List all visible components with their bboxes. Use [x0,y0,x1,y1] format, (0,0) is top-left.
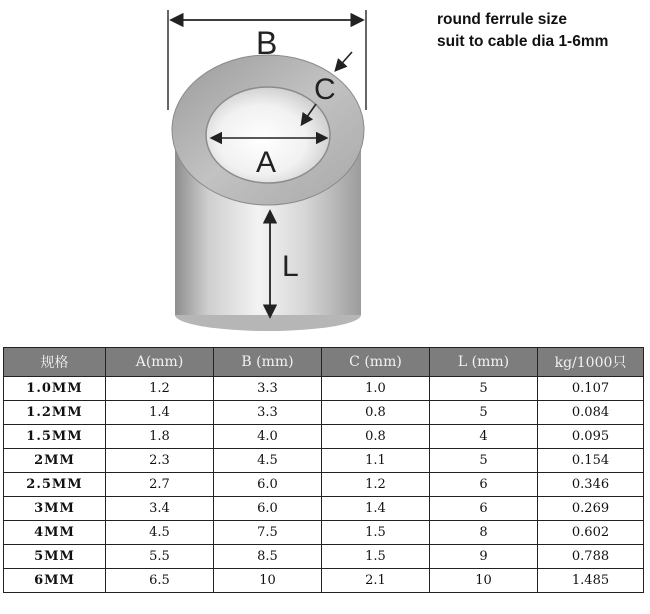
cell-spec: 1.2MM [4,401,106,425]
dimension-c-arrow-outer [336,52,352,70]
header-a: A(mm) [106,348,214,377]
table-row [4,377,644,401]
dimension-a-label: A [256,146,277,179]
cell-b: 6.0 [214,473,322,497]
cell-c: 1.0 [322,377,430,401]
cell-weight: 0.095 [538,425,644,449]
cell-a: 6.5 [106,569,214,593]
cell-l: 8 [430,521,538,545]
cell-a: 5.5 [106,545,214,569]
cell-spec: 5MM [4,545,106,569]
cell-c: 1.2 [322,473,430,497]
cell-c: 0.8 [322,425,430,449]
cell-spec: 1.0MM [4,377,106,401]
dimension-l-label: L [282,250,299,283]
table-row [4,569,644,593]
caption-line-1: round ferrule size [437,11,568,28]
cell-spec: 1.5MM [4,425,106,449]
table-row [4,449,644,473]
cell-l: 9 [430,545,538,569]
cell-weight: 0.602 [538,521,644,545]
cell-c: 1.4 [322,497,430,521]
header-spec: 规格 [4,348,106,377]
header-c: C (mm) [322,348,430,377]
cell-a: 1.4 [106,401,214,425]
cell-a: 1.2 [106,377,214,401]
cell-weight: 0.107 [538,377,644,401]
cell-a: 2.3 [106,449,214,473]
cell-c: 1.5 [322,545,430,569]
product-caption [437,9,608,53]
dimension-c-label: C [314,73,336,106]
cell-weight: 0.346 [538,473,644,497]
table-row [4,497,644,521]
cell-b: 8.5 [214,545,322,569]
table-header-row [4,348,644,377]
cell-spec: 2MM [4,449,106,473]
cell-c: 0.8 [322,401,430,425]
table-row [4,545,644,569]
cell-b: 3.3 [214,377,322,401]
cell-l: 5 [430,401,538,425]
cell-weight: 0.084 [538,401,644,425]
cell-b: 4.0 [214,425,322,449]
cell-b: 4.5 [214,449,322,473]
header-weight: kg/1000只 [538,348,644,377]
cell-b: 7.5 [214,521,322,545]
cell-weight: 0.154 [538,449,644,473]
cell-l: 5 [430,449,538,473]
cell-l: 10 [430,569,538,593]
cell-spec: 3MM [4,497,106,521]
cell-l: 6 [430,497,538,521]
cell-b: 10 [214,569,322,593]
header-l: L (mm) [430,348,538,377]
cell-l: 6 [430,473,538,497]
cell-c: 1.1 [322,449,430,473]
cell-b: 6.0 [214,497,322,521]
dimension-b-label: B [256,25,278,61]
cell-weight: 0.788 [538,545,644,569]
header-b: B (mm) [214,348,322,377]
table-row [4,521,644,545]
spec-table [3,347,644,593]
cell-spec: 2.5MM [4,473,106,497]
cell-weight: 1.485 [538,569,644,593]
cell-l: 4 [430,425,538,449]
cell-a: 4.5 [106,521,214,545]
table-row [4,473,644,497]
cell-a: 2.7 [106,473,214,497]
cell-spec: 4MM [4,521,106,545]
cell-a: 1.8 [106,425,214,449]
cell-weight: 0.269 [538,497,644,521]
table-row [4,401,644,425]
caption-line-2: suit to cable dia 1-6mm [437,33,609,50]
cell-c: 1.5 [322,521,430,545]
cell-c: 2.1 [322,569,430,593]
cell-a: 3.4 [106,497,214,521]
cell-spec: 6MM [4,569,106,593]
table-row [4,425,644,449]
cell-b: 3.3 [214,401,322,425]
cell-l: 5 [430,377,538,401]
